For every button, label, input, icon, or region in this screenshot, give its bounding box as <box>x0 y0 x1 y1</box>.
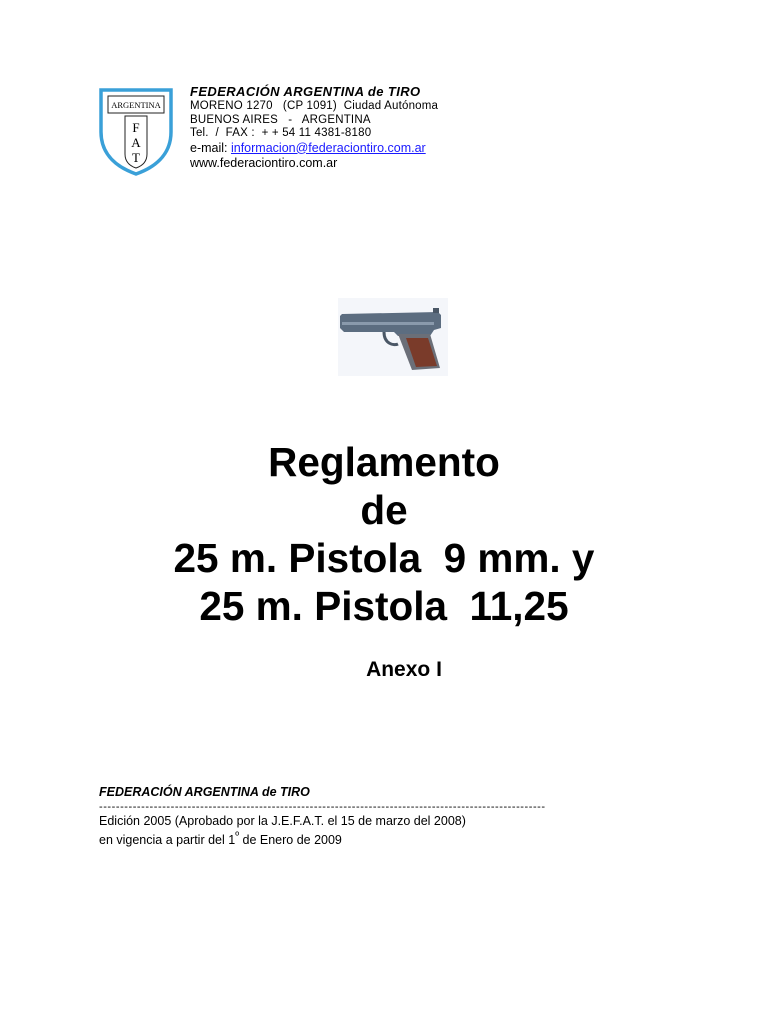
fat-logo <box>99 88 173 176</box>
footer-edition: Edición 2005 (Aprobado por la J.E.F.A.T. el 15 de marzo del 2008) <box>99 814 466 828</box>
header-phone: Tel. / FAX : + + 54 11 4381-8180 <box>190 127 372 139</box>
footer-dashed-rule: ---------------------------------------------------------------------------------------------------------- <box>99 801 546 813</box>
document-subtitle: Anexo I <box>366 658 442 681</box>
document-title <box>0 438 768 630</box>
validity-superscript: º <box>235 831 240 842</box>
footer-org-name: FEDERACIÓN ARGENTINA de TIRO <box>99 785 310 799</box>
letterhead <box>190 84 438 171</box>
footer <box>99 785 546 848</box>
title-line-4: 25 m. Pistola 11,25 <box>199 583 569 629</box>
title-line-3: 25 m. Pistola 9 mm. y <box>173 535 595 581</box>
logo-letter-t: T <box>132 150 140 165</box>
header-email-line <box>190 141 438 156</box>
footer-validity <box>99 829 546 848</box>
email-link[interactable]: informacion@federaciontiro.com.ar <box>230 140 426 155</box>
email-label: e-mail: <box>190 140 231 155</box>
validity-suffix: de Enero de 2009 <box>239 833 342 848</box>
validity-prefix: en vigencia a partir del 1 <box>99 833 236 848</box>
header-address-line2: BUENOS AIRES - ARGENTINA <box>190 113 371 126</box>
header-address-line1: MORENO 1270 (CP 1091) Ciudad Autónoma <box>190 100 439 112</box>
logo-letter-f: F <box>132 120 140 135</box>
header-org-name: FEDERACIÓN ARGENTINA de TIRO <box>190 84 421 99</box>
header-website: www.federaciontiro.com.ar <box>190 155 338 170</box>
title-line-2: de <box>360 487 408 533</box>
logo-badge-text: ARGENTINA <box>111 100 161 110</box>
pistol-image <box>338 298 448 376</box>
logo-letter-a: A <box>131 135 141 150</box>
title-line-1: Reglamento <box>268 439 500 485</box>
